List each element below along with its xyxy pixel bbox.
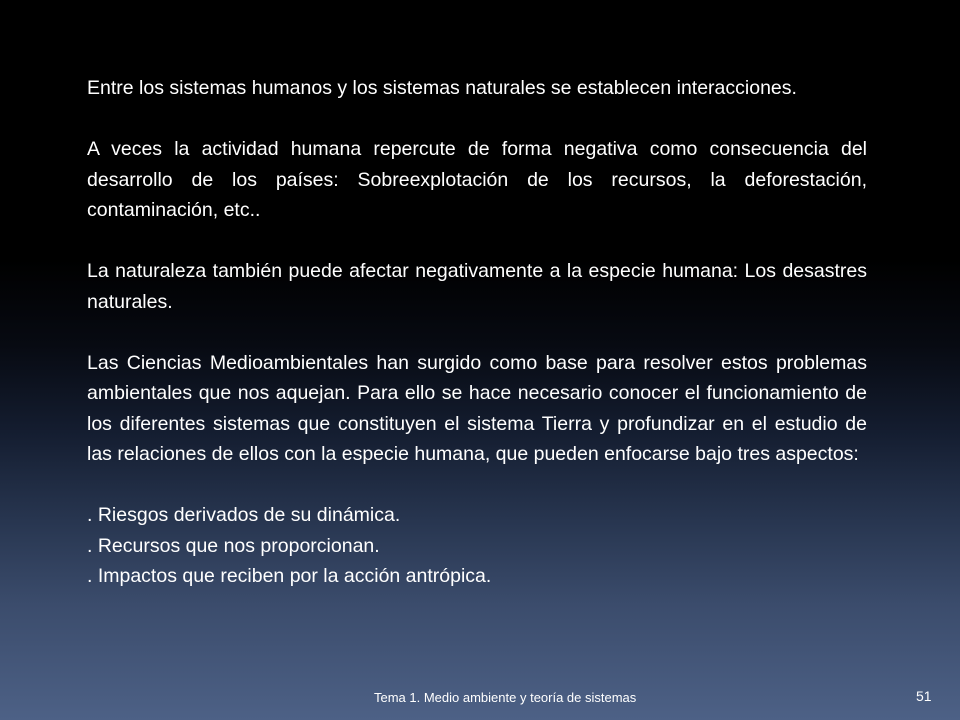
paragraph-gap: [87, 104, 867, 135]
page-number: 51: [916, 688, 932, 704]
footer-title: Tema 1. Medio ambiente y teoría de sistemas: [374, 690, 637, 705]
aspect-impacts: . Impactos que reciben por la acción antrópica.: [87, 565, 492, 587]
slide-body: [87, 73, 867, 592]
aspects-list: [87, 500, 867, 592]
paragraph-interactions: Entre los sistemas humanos y los sistemas naturales se establecen interacciones.: [87, 77, 797, 99]
paragraph-gap: [87, 470, 867, 501]
paragraph-gap: [87, 226, 867, 257]
slide-footer: [0, 688, 960, 708]
aspect-risks: . Riesgos derivados de su dinámica.: [87, 504, 401, 526]
paragraph-environmental-sciences: Las Ciencias Medioambientales han surgido como base para resolver estos problemas ambientales que nos aquejan. Para ello se hace necesario conocer el funcionamiento de los diferentes sistemas que constituyen el sistema Tierra y profundizar en el estudio de las relaciones de ellos con la especie humana, que pueden enfocarse bajo tres aspectos:: [87, 351, 867, 465]
paragraph-gap: [87, 317, 867, 348]
paragraph-human-impact: A veces la actividad humana repercute de forma negativa como consecuencia del desarrollo de los países: Sobreexplotación de los recursos, la deforestación, contaminación, etc..: [87, 138, 867, 221]
paragraph-natural-disasters: La naturaleza también puede afectar negativamente a la especie humana: Los desastres naturales.: [87, 260, 867, 313]
aspect-resources: . Recursos que nos proporcionan.: [87, 534, 380, 557]
